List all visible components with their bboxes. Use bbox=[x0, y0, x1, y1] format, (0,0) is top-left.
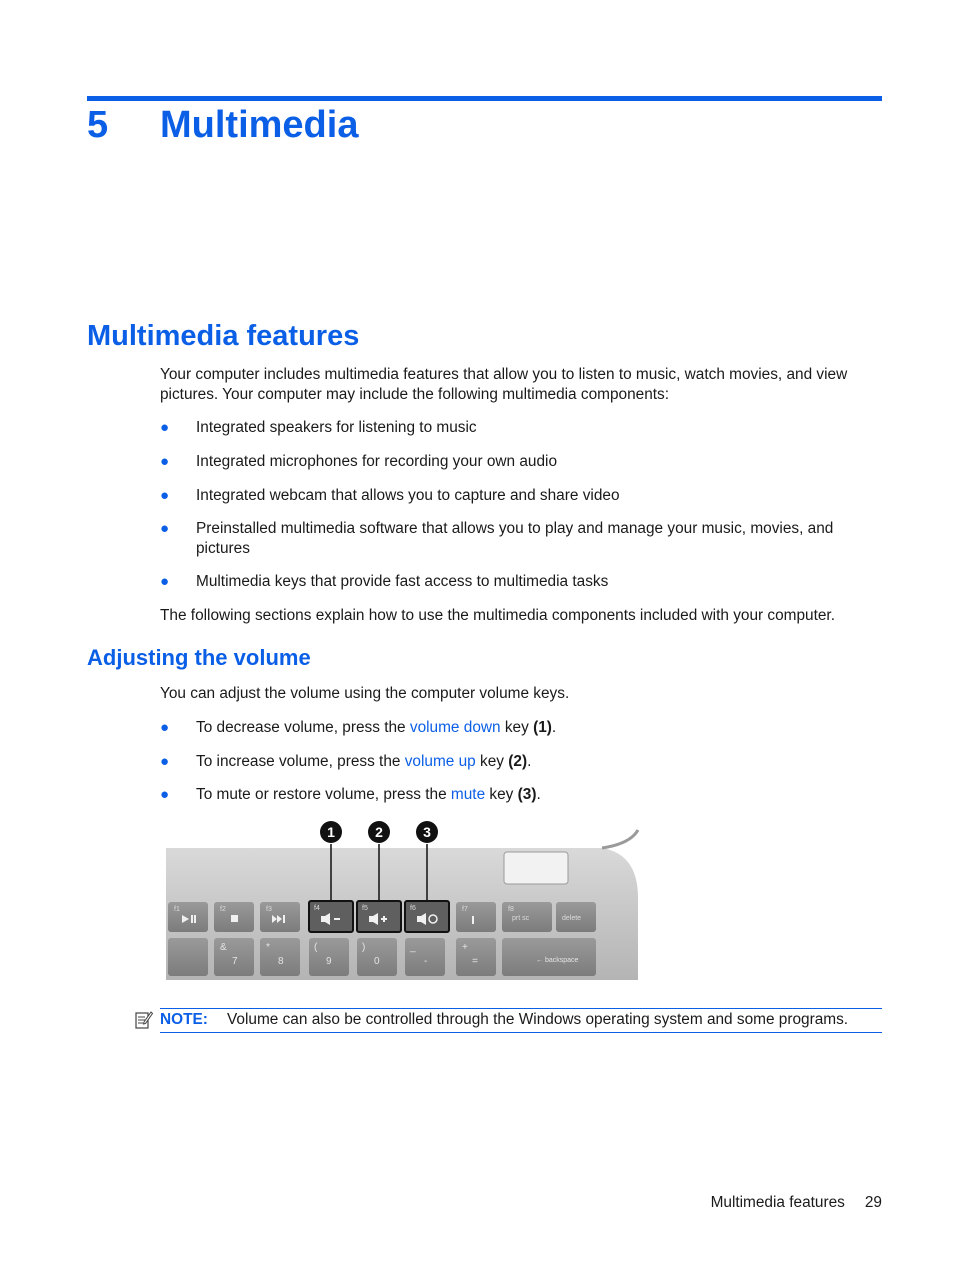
bullet-icon: ● bbox=[160, 453, 170, 470]
bullet-icon: ● bbox=[160, 520, 170, 537]
svg-text:7: 7 bbox=[232, 956, 238, 967]
svg-text:2: 2 bbox=[375, 824, 383, 840]
svg-text:9: 9 bbox=[326, 956, 332, 967]
page-footer bbox=[711, 1193, 882, 1213]
volume-intro: You can adjust the volume using the computer volume keys. bbox=[160, 685, 570, 702]
svg-text:delete: delete bbox=[562, 915, 582, 922]
volume-up-link[interactable]: volume up bbox=[404, 753, 476, 770]
svg-text:+: + bbox=[462, 942, 468, 953]
note-label: NOTE: bbox=[160, 1011, 208, 1028]
chapter-title-text: Multimedia bbox=[160, 104, 359, 146]
svg-text:(: ( bbox=[314, 942, 318, 953]
callout-3 bbox=[416, 821, 438, 843]
keyboard-volume-keys-illustration bbox=[162, 818, 642, 984]
svg-text:1: 1 bbox=[327, 824, 335, 840]
bullet-icon: ● bbox=[160, 719, 170, 736]
callout-1 bbox=[320, 821, 342, 843]
svg-text:f4: f4 bbox=[314, 905, 320, 912]
wireless-icon bbox=[472, 916, 474, 924]
callout-2 bbox=[368, 821, 390, 843]
section-intro: Your computer includes multimedia features that allow you to listen to music, watch movies, and view pictures. Your computer may include the following multimedia components: bbox=[160, 366, 848, 403]
note-text: Volume can also be controlled through the Windows operating system and some programs. bbox=[227, 1011, 849, 1028]
svg-text:*: * bbox=[266, 942, 270, 953]
bullet-icon: ● bbox=[160, 573, 170, 590]
svg-text:f8: f8 bbox=[508, 906, 514, 913]
svg-text:3: 3 bbox=[423, 824, 431, 840]
chapter-number: 5 bbox=[87, 104, 109, 146]
svg-text:=: = bbox=[472, 956, 478, 967]
bullet-icon: ● bbox=[160, 753, 170, 770]
svg-text:-: - bbox=[424, 956, 428, 967]
subsection-title: Adjusting the volume bbox=[87, 645, 311, 670]
footer-section: Multimedia features bbox=[710, 1194, 845, 1211]
svg-text:&: & bbox=[220, 942, 227, 953]
svg-text:prt sc: prt sc bbox=[512, 915, 530, 922]
note-box bbox=[160, 1008, 882, 1033]
svg-text:f1: f1 bbox=[174, 906, 180, 913]
volume-down-link[interactable]: volume down bbox=[409, 719, 501, 736]
power-button bbox=[504, 852, 568, 884]
bullet-icon: ● bbox=[160, 419, 170, 436]
svg-text:0: 0 bbox=[374, 956, 380, 967]
mute-link[interactable]: mute bbox=[450, 786, 486, 803]
stop-icon bbox=[231, 915, 238, 922]
svg-text:f7: f7 bbox=[462, 906, 468, 913]
bullet-icon: ● bbox=[160, 487, 170, 504]
svg-text:← backspace: ← backspace bbox=[536, 957, 579, 964]
section-title: Multimedia features bbox=[87, 320, 360, 352]
svg-text:_: _ bbox=[410, 942, 416, 953]
svg-text:f2: f2 bbox=[220, 906, 226, 913]
svg-text:8: 8 bbox=[278, 956, 284, 967]
bullet-icon: ● bbox=[160, 786, 170, 803]
svg-text:f3: f3 bbox=[266, 906, 272, 913]
note-icon bbox=[135, 1010, 153, 1030]
svg-text:): ) bbox=[362, 942, 366, 953]
svg-text:f5: f5 bbox=[362, 905, 368, 912]
page-number: 29 bbox=[864, 1194, 882, 1211]
section-outro: The following sections explain how to use the multimedia components included with your computer. bbox=[160, 607, 835, 624]
svg-text:f6: f6 bbox=[410, 905, 416, 912]
chapter-title bbox=[87, 100, 358, 150]
